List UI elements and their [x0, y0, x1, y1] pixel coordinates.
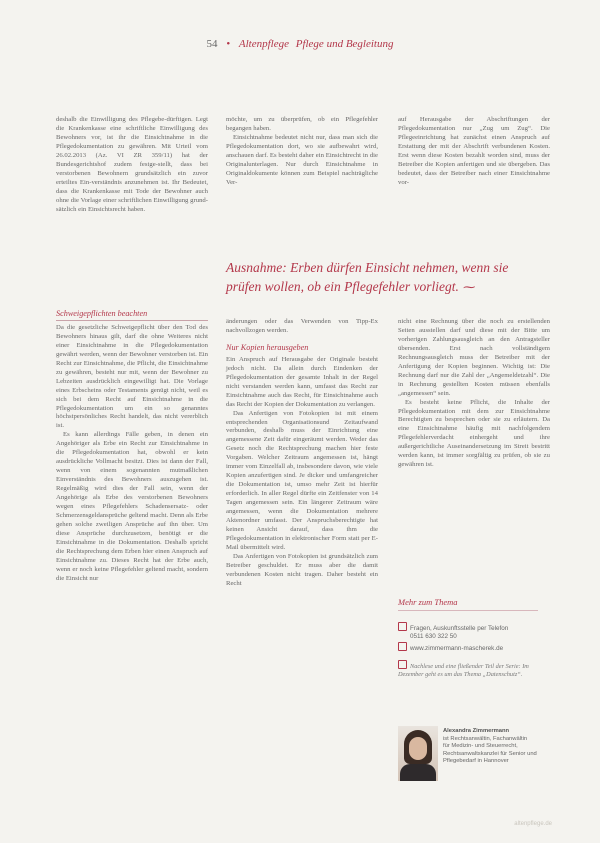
paragraph: Das Anfertigen von Fotokopien ist grundsätzlich zum Betreiber geschuldet. Er muss aber die damit verbundenen Kosten nicht tragen. Daher besteht ein Recht [226, 552, 378, 587]
paragraph: nicht eine Rechnung über die noch zu erstellenden Seiten ausstellen darf und diese mit der Bitte um vorherigen Zahlungsausgleich an den Antragsteller übersenden. Erst nach vollständigem Rechnungsausgleich muss der Betreiber mit der Anfertigung der Kopien beginnen. Wichtig ist: Die Rechnung darf nur die Zahl der „Angemeldetzahl“. Die in Rechnung gestellten Kosten müssen ebenfalls „angemessen“ sein. [398, 318, 550, 397]
author-portrait [398, 726, 438, 781]
swirl-ornament-icon: ⁓ [462, 280, 475, 294]
series-note: Nachlese und eine fließender Teil der Serie: Im Dezember geht es um das Thema „Datenschutz“. [398, 663, 529, 679]
paragraph: deshalb die Einwilligung des Pflegebe-dürftigen. Legt die Krankenkasse eine schriftliche Einwilligung des Bewohners vor, ist ihr die Einsichtnahme in die Pflegedokumentation zu gewähren. Mit Urteil vom 26.02.2013 (Az. VI ZR 359/11) hat der Bundesgerichtshof zudem festge-stellt, dass bei verstorbenen Bewohnern grundsätzlich ein zuvor erteiltes Ein-verständnis anzunehmen ist. Ihr Bedeutet, dass die Krankenkasse mit Tode der Bewohner auch ohne die Vorlage einer schriftlichen Einwilligung grund-sätzlich ein Einsichtsrecht haben. [56, 116, 208, 213]
column-3-bottom [398, 318, 550, 470]
paragraph: Das Anfertigen von Fotokopien ist mit einem entsprechenden Organisationsund Zeitaufwand verbunden, deshalb muss der Einrichtung eine angemessene Zeit dafür eingeräumt werden. Weder das Gesetz noch die Rechtsprechung machen hier feste Vorgaben. Welcher Zeitraum angemessen ist, hängt immer vom Einzelfall ab, insbesondere davon, wie viele Kopien anzufertigen sind. Je dicker und umfangreicher die Dokumentation ist, umso mehr Zeit ist hierfür erforderlich. In aller Regel dürfte ein Zeitfenster von 14 Tagen angemessen sein. Ein längerer Zeitraum wäre angemessen, wenn die Dokumentation mehrere Aktenordner umfasst. Der Anspruchsberechtigte hat keinen Ansicht darauf, dass ihm die Pflegedokumentation in elektronischer Form statt per E-Mail übermittelt wird. [226, 409, 378, 551]
header-separator: • [226, 38, 231, 50]
author-role: Pflegebedarf in Hannover [443, 758, 509, 765]
paragraph: Da die gesetzliche Schweigepflicht über den Tod des Bewohners hinaus gilt, darf die ohne Weiteres nicht einer Einsichtnahme in die Pflegedokumentation gewährt werden, wenn der Bewohner verstorben ist. Ein Recht zur Einsichtnahme, die Pflicht, die Einsichtnahme zu gewähren, besteht nur mit, wenn der Bewohner zu Lebzeiten ausdrücklich eingewilligt hat. Die Vorlage eines Erbscheins oder Testaments genügt nicht, weil es sich bei dem Recht auf Einsichtnahme in die Pflegedokumentation um ein so genanntes höchstpersönliches Recht handelt, das nicht vererblich ist. [56, 323, 208, 430]
author-role: ist Rechtsanwältin, Fachanwältin [443, 735, 528, 742]
author-role: Rechtsanwaltskanzlei für Senior und [443, 750, 537, 757]
paragraph: möchte, um zu überprüfen, ob ein Pflegefehler begangen haben. [226, 116, 378, 132]
section-heading: Schweigepflichten beachten [56, 310, 208, 321]
website-link[interactable]: www.zimmermann-mascherek.de [410, 645, 504, 652]
header-section: Altenpflege [238, 38, 289, 50]
author-role: für Medizin- und Steuerrecht, [443, 743, 518, 750]
author-info [443, 728, 553, 766]
web-icon [398, 642, 407, 651]
page-header [0, 38, 600, 50]
column-2-top [226, 116, 378, 188]
paragraph: Einsichtnahme bedeutet nicht nur, dass man sich die Pflegedokumentation dort, wo sie aufbewahrt wird, anschauen darf. Es besteht daher ein Einsichtrecht in die Originalunterlagen. Nur durch Einsichtnahme in Originaldokumente können zum Beispiel nachträgliche Ver- [226, 133, 378, 186]
column-2-bottom [226, 318, 378, 589]
header-title: Pflege und Begleitung [295, 38, 394, 50]
document-icon [398, 660, 407, 669]
phone-number: 0511 630 322 50 [410, 633, 457, 641]
paragraph: änderungen oder das Verwenden von Tipp-Ex nachvollzogen werden. [226, 318, 378, 334]
pull-quote [226, 258, 526, 297]
pull-quote-text: Ausnahme: Erben dürfen Einsicht nehmen, wenn sie prüfen wollen, ob ein Pflegefehler vorliegt. [226, 260, 509, 294]
column-1-top [56, 116, 208, 214]
phone-label: Fragen, Auskunftsstelle per Telefon [410, 625, 509, 632]
sidebar-web [398, 642, 548, 653]
page-number: 54 [206, 38, 218, 50]
paragraph: Es kann allerdings Fälle geben, in denen ein Angehöriger als Erbe ein Recht zur Einsichtnahme in die Pflegedokumentation hat, obwohl er kein ausdrückliche Vollmacht besitzt. Dies ist dann der Fall, wenn von einem sogenannten mutmaßlichen Einverständnis des Bewohners auszugehen ist. Regelmäßig wird dies der Fall sein, wenn der Angehörige als Erbe des verstorbenen Bewohners wegen eines Pflegefehlers Schadensersatz- oder Schmerzensgeldansprüche geltend macht. Denn als Erbe gehen solche zweiligen Ansprüche auf ihn über. Um diese Ansprüche durchzusetzen, benötigt er die Einsichtnahme in die Dokumentation. Deshalb spricht die Rechtsprechung dem Erben hier einen Anspruch auf Einsichtnahme zu. Dieses Recht hat der Erbe auch, wenn er noch keine Pflegefehler geltend macht, sondern die Einsicht nur [56, 431, 208, 582]
column-1-bottom [56, 310, 208, 584]
sidebar-note [398, 660, 546, 680]
sidebar-phone [398, 622, 548, 642]
sidebar-title: Mehr zum Thema [398, 597, 538, 611]
paragraph: Ein Anspruch auf Herausgabe der Originale besteht jedoch nicht. Da allein durch Eindenken der Pflegedokumentation der gesamte Inhalt in der Regel nicht verstanden werden kann, umfasst das Recht zur Einsichtnahme auch das Recht, für Einsichtnahme auch das Recht der Kopien der Dokumentation zu verlangen. [226, 355, 378, 408]
paragraph: auf Herausgabe der Abschriftungen der Pflegedokumentation nur „Zug um Zug“. Die Pflegeeinrichtung hat zunächst einen Anspruch auf Erstattung der mit der Abschrift verbundenen Kosten. Erst wenn diese Kosten bezahlt worden sind, muss der Betreiber die Kopien anfertigen und sie übergeben. Das bedeutet, dass der Betreiber nach einer Einsichtnahme vor- [398, 116, 550, 186]
paragraph: Es besteht keine Pflicht, die Inhalte der Pflegedokumentation mit dem zur Einsichtnahme Berechtigten zu besprechen oder sie zu erläutern. Da eine Einsichtnahme häufig mit nachfolgendem Pflegefehlerverdacht einhergeht und ihre außergerichtliche Auseinandersetzung im Streit bestritt werden kann, ist immer sorgfältig zu prüfen, ob sie zu gewähren ist. [398, 398, 550, 469]
section-heading: Nur Kopien herausgeben [226, 342, 309, 352]
column-3-top [398, 116, 550, 188]
author-name: Alexandra Zimmermann [443, 728, 510, 734]
phone-icon [398, 622, 407, 631]
footer-url: altenpflege.de [514, 821, 552, 827]
